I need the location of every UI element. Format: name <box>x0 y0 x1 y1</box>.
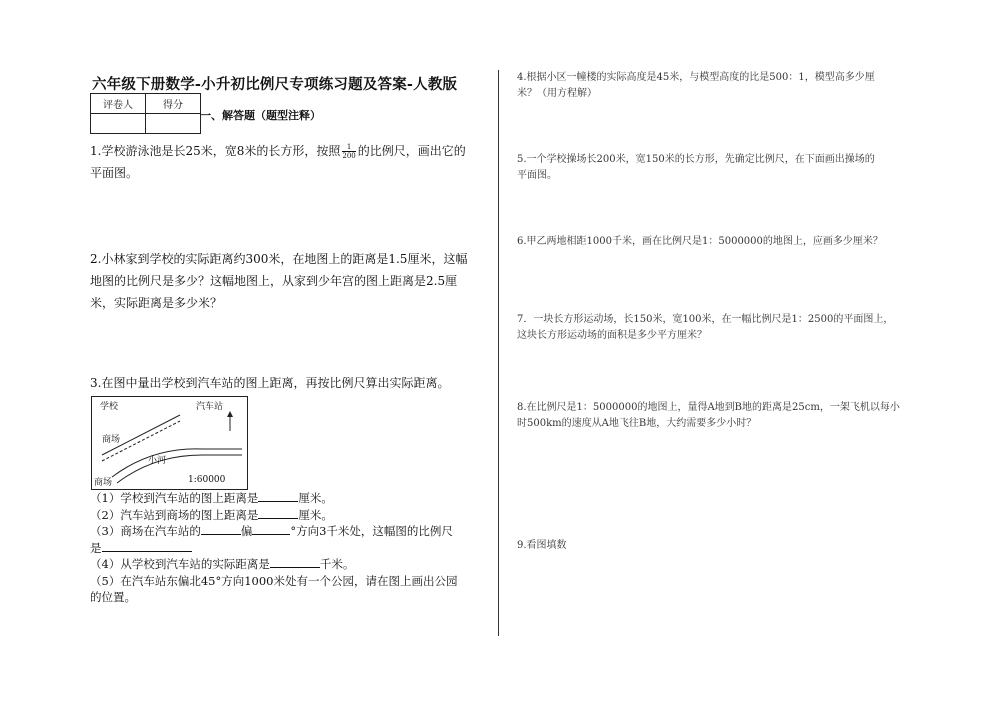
q3-s4 <box>90 556 490 573</box>
q6-line1: 6.甲乙两地相距1000千米，画在比例尺是1：5000000的地图上，应画多少厘米？ <box>517 236 883 247</box>
q3-intro: 3.在图中量出学校到汽车站的图上距离，再按比例尺算出实际距离。 <box>90 376 450 390</box>
q5-line2: 平面图。 <box>517 170 557 181</box>
q3-subquestions <box>90 490 490 606</box>
q3-s3-text-c: °方向3千米处，这幅图的比例尺 <box>290 524 453 538</box>
q3-s3-blank-1[interactable] <box>201 534 241 535</box>
question-1 <box>90 140 490 184</box>
q3-map <box>91 396 248 490</box>
q3-s3-line2-text: 是 <box>90 540 102 555</box>
score-header: 得分 <box>146 94 201 114</box>
q3-s1-unit: 厘米。 <box>298 491 333 505</box>
q3-s3-text-b: 偏 <box>240 524 253 538</box>
q2-line3: 米，实际距离是多少米？ <box>90 296 223 310</box>
section-heading: 一、解答题（题型注释） <box>200 109 321 122</box>
q3-s3-text-a: （3）商场在汽车站的 <box>90 524 201 538</box>
q3-s1-text: （1）学校到汽车站的图上距离是 <box>90 491 259 505</box>
q3-s2-blank[interactable] <box>258 518 298 519</box>
q3-s3-blank-3[interactable] <box>102 551 192 552</box>
question-9 <box>517 538 717 554</box>
q3-s3 <box>90 523 490 540</box>
q1-text-after: 的比例尺，画出它的 <box>357 144 466 158</box>
q1-fraction-num: 1 <box>342 143 355 152</box>
map-label-mall-bottom: 商场 <box>94 478 113 488</box>
map-label-river: 小河 <box>148 456 167 466</box>
q3-s4-blank[interactable] <box>270 567 320 568</box>
q7-line2: 这块长方形运动场的面积是多少平方厘米？ <box>517 330 707 341</box>
grader-header: 评卷人 <box>91 94 146 114</box>
map-label-station: 汽车站 <box>196 402 224 412</box>
q8-line2: 时500km的速度从A地飞往B地，大约需要多少小时？ <box>517 418 757 429</box>
q3-s1-blank[interactable] <box>258 501 298 502</box>
question-4 <box>517 70 917 102</box>
q5-line1: 5.一个学校操场长200米，宽150米的长方形，先确定比例尺，在下面画出操场的 <box>517 154 875 165</box>
question-7 <box>517 312 917 344</box>
q7-line1: 7．一块长方形运动场，长150米，宽100米，在一幅比例尺是1：2500的平面图上， <box>517 314 894 325</box>
q8-line1: 8.在比例尺是1：5000000的地图上，量得A地到B地的距离是25cm，一架飞机以每小 <box>517 402 900 413</box>
north-arrow-head-icon <box>227 411 233 417</box>
q1-fraction <box>342 143 355 160</box>
q1-line2: 平面图。 <box>90 166 139 180</box>
q3-s3-blank-2[interactable] <box>252 534 290 535</box>
q3-s4-text-b: 千米。 <box>319 557 355 571</box>
question-5 <box>517 152 917 184</box>
question-6 <box>517 234 917 250</box>
q4-line1: 4.根据小区一幢楼的实际高度是45米，与模型高度的比是500：1，模型高多少厘 <box>517 72 875 83</box>
page-title: 六年级下册数学-小升初比例尺专项练习题及答案-人教版 <box>92 76 458 93</box>
q3-s2-text: （2）汽车站到商场的图上距离是 <box>90 507 259 522</box>
q2-line1: 2.小林家到学校的实际距离约300米，在地图上的距离是1.5厘米，这幅 <box>90 252 468 266</box>
q4-line2: 米？（用方程解） <box>517 88 597 99</box>
q1-text-before: 1.学校游泳池是长25米，宽8米的长方形，按照 <box>90 144 341 158</box>
q9-line1: 9.看图填数 <box>517 540 567 551</box>
q3-s4-text-a: （4）从学校到汽车站的实际距离是 <box>90 557 270 571</box>
q3-s5-line1: （5）在汽车站东偏北45°方向1000米处有一个公园，请在图上画出公园 <box>90 573 458 588</box>
map-label-mall-top: 商场 <box>102 435 121 445</box>
q3-s2 <box>90 507 490 524</box>
column-divider <box>498 70 499 636</box>
q3-s2-unit: 厘米。 <box>298 507 333 522</box>
q1-fraction-den: 200 <box>342 152 356 160</box>
q2-line2: 地图的比例尺是多少？这幅地图上，从家到少年宫的图上距离是2.5厘 <box>90 274 458 288</box>
q3-s1 <box>90 490 490 507</box>
grader-cell <box>91 114 146 134</box>
q3-s3-line2 <box>90 540 490 557</box>
question-2 <box>90 248 490 314</box>
map-label-school: 学校 <box>100 402 119 412</box>
q3-s5-line2: 的位置。 <box>90 590 136 604</box>
question-8 <box>517 400 917 432</box>
score-cell <box>146 114 201 134</box>
map-scale-label: 1:60000 <box>188 475 226 485</box>
score-table <box>90 93 201 134</box>
